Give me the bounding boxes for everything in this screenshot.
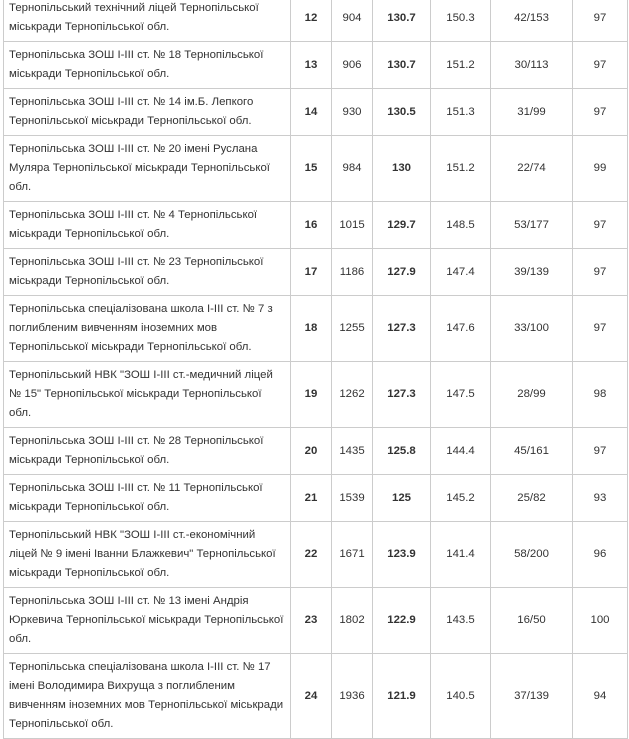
avg-cell: 151.2 [431, 42, 491, 89]
score-cell: 127.3 [373, 362, 431, 428]
table-row [4, 89, 628, 136]
school-name: Тернопільська спеціалізована школа І-ІІІ ст. № 7 з поглибленим вивченням іноземних мов Тернопільської міськради Тернопільської обл. [4, 296, 291, 362]
ratio-cell: 45/161 [491, 428, 573, 475]
percent-cell: 97 [573, 89, 628, 136]
table-body [4, 0, 628, 739]
rank-cell: 20 [291, 428, 332, 475]
score-cell: 130.5 [373, 89, 431, 136]
place-cell: 984 [332, 136, 373, 202]
avg-cell: 151.2 [431, 136, 491, 202]
score-cell: 122.9 [373, 588, 431, 654]
table-row [4, 588, 628, 654]
place-cell: 1435 [332, 428, 373, 475]
ratio-cell: 58/200 [491, 522, 573, 588]
rank-cell: 16 [291, 202, 332, 249]
place-cell: 1539 [332, 475, 373, 522]
ratio-cell: 37/139 [491, 654, 573, 739]
score-cell: 127.3 [373, 296, 431, 362]
place-cell: 1186 [332, 249, 373, 296]
score-cell: 130.7 [373, 0, 431, 42]
school-name: Тернопільська ЗОШ І-ІІІ ст. № 18 Тернопільської міськради Тернопільської обл. [4, 42, 291, 89]
avg-cell: 141.4 [431, 522, 491, 588]
percent-cell: 100 [573, 588, 628, 654]
table-row [4, 0, 628, 42]
percent-cell: 99 [573, 136, 628, 202]
table-row [4, 296, 628, 362]
score-cell: 125.8 [373, 428, 431, 475]
ratio-cell: 42/153 [491, 0, 573, 42]
rank-cell: 13 [291, 42, 332, 89]
school-name: Тернопільський технічний ліцей Тернопільської міськради Тернопільської обл. [4, 0, 291, 42]
score-cell: 130 [373, 136, 431, 202]
rank-cell: 19 [291, 362, 332, 428]
table-row [4, 475, 628, 522]
school-name: Тернопільська ЗОШ І-ІІІ ст. № 20 імені Руслана Муляра Тернопільської міськради Тернопільської обл. [4, 136, 291, 202]
score-cell: 121.9 [373, 654, 431, 739]
school-name: Тернопільський НВК "ЗОШ І-ІІІ ст.-економічний ліцей № 9 імені Іванни Блажкевич" Тернопільської міськради Тернопільської обл. [4, 522, 291, 588]
school-rating-table [3, 0, 628, 739]
school-name: Тернопільська ЗОШ І-ІІІ ст. № 14 ім.Б. Лепкого Тернопільської міськради Тернопільської обл. [4, 89, 291, 136]
table-row [4, 428, 628, 475]
place-cell: 930 [332, 89, 373, 136]
table-row [4, 202, 628, 249]
table-row [4, 42, 628, 89]
avg-cell: 148.5 [431, 202, 491, 249]
place-cell: 904 [332, 0, 373, 42]
ratio-cell: 28/99 [491, 362, 573, 428]
ratio-cell: 22/74 [491, 136, 573, 202]
avg-cell: 150.3 [431, 0, 491, 42]
school-name: Тернопільська ЗОШ І-ІІІ ст. № 28 Тернопільської міськради Тернопільської обл. [4, 428, 291, 475]
avg-cell: 151.3 [431, 89, 491, 136]
percent-cell: 96 [573, 522, 628, 588]
school-name: Тернопільська ЗОШ І-ІІІ ст. № 13 імені Андрія Юркевича Тернопільської міськради Тернопільської обл. [4, 588, 291, 654]
avg-cell: 147.5 [431, 362, 491, 428]
score-cell: 129.7 [373, 202, 431, 249]
rank-cell: 12 [291, 0, 332, 42]
avg-cell: 145.2 [431, 475, 491, 522]
school-name: Тернопільська ЗОШ І-ІІІ ст. № 4 Тернопільської міськради Тернопільської обл. [4, 202, 291, 249]
avg-cell: 140.5 [431, 654, 491, 739]
percent-cell: 97 [573, 42, 628, 89]
score-cell: 125 [373, 475, 431, 522]
rating-table-container [3, 0, 627, 739]
table-row [4, 522, 628, 588]
table-row [4, 136, 628, 202]
rank-cell: 24 [291, 654, 332, 739]
percent-cell: 98 [573, 362, 628, 428]
school-name: Тернопільський НВК "ЗОШ І-ІІІ ст.-медичний ліцей № 15" Тернопільської міськради Тернопільської обл. [4, 362, 291, 428]
ratio-cell: 16/50 [491, 588, 573, 654]
school-name: Тернопільська ЗОШ І-ІІІ ст. № 11 Тернопільської міськради Тернопільської обл. [4, 475, 291, 522]
score-cell: 127.9 [373, 249, 431, 296]
rank-cell: 15 [291, 136, 332, 202]
score-cell: 130.7 [373, 42, 431, 89]
place-cell: 1015 [332, 202, 373, 249]
percent-cell: 97 [573, 202, 628, 249]
rank-cell: 14 [291, 89, 332, 136]
ratio-cell: 39/139 [491, 249, 573, 296]
rank-cell: 17 [291, 249, 332, 296]
school-name: Тернопільська ЗОШ І-ІІІ ст. № 23 Тернопільської міськради Тернопільської обл. [4, 249, 291, 296]
rank-cell: 21 [291, 475, 332, 522]
avg-cell: 144.4 [431, 428, 491, 475]
table-row [4, 654, 628, 739]
ratio-cell: 53/177 [491, 202, 573, 249]
avg-cell: 143.5 [431, 588, 491, 654]
table-row [4, 362, 628, 428]
place-cell: 1802 [332, 588, 373, 654]
percent-cell: 97 [573, 428, 628, 475]
percent-cell: 97 [573, 249, 628, 296]
place-cell: 1255 [332, 296, 373, 362]
rank-cell: 22 [291, 522, 332, 588]
score-cell: 123.9 [373, 522, 431, 588]
ratio-cell: 33/100 [491, 296, 573, 362]
percent-cell: 93 [573, 475, 628, 522]
percent-cell: 97 [573, 296, 628, 362]
place-cell: 1671 [332, 522, 373, 588]
ratio-cell: 25/82 [491, 475, 573, 522]
avg-cell: 147.4 [431, 249, 491, 296]
percent-cell: 97 [573, 0, 628, 42]
place-cell: 1262 [332, 362, 373, 428]
table-row [4, 249, 628, 296]
rank-cell: 18 [291, 296, 332, 362]
avg-cell: 147.6 [431, 296, 491, 362]
rank-cell: 23 [291, 588, 332, 654]
ratio-cell: 31/99 [491, 89, 573, 136]
place-cell: 1936 [332, 654, 373, 739]
school-name: Тернопільська спеціалізована школа І-ІІІ ст. № 17 імені Володимира Вихруща з поглибленим вивченням іноземних мов Тернопільської міськради Тернопільської обл. [4, 654, 291, 739]
place-cell: 906 [332, 42, 373, 89]
ratio-cell: 30/113 [491, 42, 573, 89]
percent-cell: 94 [573, 654, 628, 739]
